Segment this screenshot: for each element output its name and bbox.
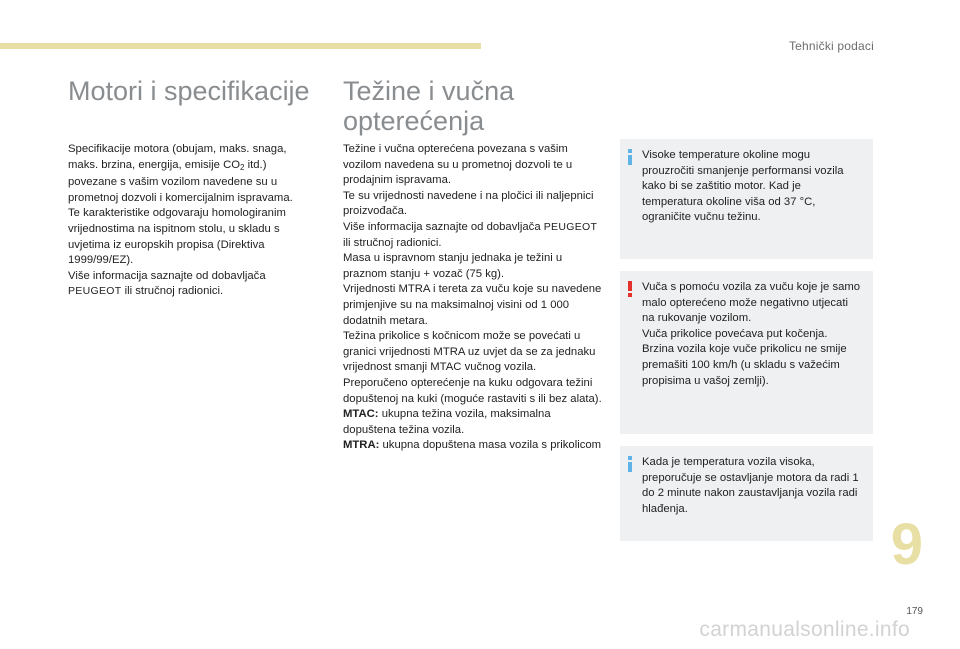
- weights-paragraph-2: Te su vrijednosti navedene i na pločici ili naljepnici proizvođača.: [343, 189, 594, 218]
- info-note-text: Kada je temperatura vozila visoka, preporučuje se ostavljanje motora da radi 1 do 2 minute nakon zaustavljanja vozila radi hlađenja.: [642, 456, 859, 515]
- mtra-definition: MTRA: ukupna dopuštena masa vozila s prikolicom: [343, 439, 602, 452]
- weights-title: Težine i vučna opterećenja: [343, 76, 515, 136]
- weights-paragraph-7: Preporučeno opterećenje na kuku odgovara težini dopuštenoj na kuki (moguće rastaviti s ili bez alata).: [343, 376, 602, 405]
- engines-paragraph-1: Specifikacije motora (obujam, maks. snaga, maks. brzina, energija, emisije $CO_2$ itd.) povezane s vašim vozilom navedene su u prometnoj dozvoli i komercijalnim ispravama.: [68, 143, 293, 204]
- section-label: Tehnički podaci: [788, 39, 874, 53]
- engines-paragraph-2: Te karakteristike odgovaraju homologiranim vrijednostima na ispitnom stolu, u skladu s uvjetima iz europskih propisa (Direktiva 1999/99/EZ).: [68, 207, 286, 267]
- info-note-text: Visoke temperature okoline mogu prouzročiti smanjenje performansi vozila kako bi se zaštitio motor. Kad je temperatura okoline viša od 37 °C, ograničite vučnu težinu.: [642, 149, 844, 224]
- weights-paragraph-3: Više informacija saznajte od dobavljača PEUGEOT ili stručnoj radionici.: [343, 220, 598, 249]
- watermark: carmanualsonline.info: [699, 618, 910, 641]
- info-note-cooling: [620, 446, 873, 541]
- warning-note-text-1: Vuča s pomoću vozila za vuču koje je samo malo opterećeno može negativno utjecati na rukovanje vozilom.: [642, 281, 861, 325]
- engines-text: [68, 142, 316, 300]
- weights-text: [343, 142, 605, 454]
- info-note-temperature: [620, 139, 873, 259]
- info-icon: [625, 456, 635, 472]
- mtac-definition: MTAC: ukupna težina vozila, maksimalna dopuštena težina vozila.: [343, 408, 551, 436]
- warning-note-text-2: Vuča prikolice povećava put kočenja.: [642, 327, 828, 340]
- weights-paragraph-4: Masa u ispravnom stanju jednaka je težini u praznom stanju + vozač (75 kg).: [343, 252, 563, 280]
- weights-paragraph-1: Težine i vučna opterećena povezana s vašim vozilom navedena su u prometnoj dozvoli te u prodajnim ispravama.: [343, 143, 573, 187]
- engines-paragraph-3: Više informacija saznajte od dobavljača PEUGEOT ili stručnoj radionici.: [68, 269, 266, 298]
- header-accent-bar: [0, 43, 481, 49]
- warning-note-towing: [620, 271, 873, 434]
- weights-paragraph-5: Vrijednosti MTRA i tereta za vuču koje su navedene primjenjive su na maksimalnoj visini od 1 000 dodatnih metara.: [343, 283, 602, 327]
- warning-icon: [625, 281, 635, 297]
- engines-title: Motori i specifikacije: [68, 76, 310, 106]
- warning-note-text-3: Brzina vozila koje vuče prikolicu ne smije premašiti 100 km/h (u skladu s važećim propisima u vašoj zemlji).: [642, 343, 847, 387]
- weights-paragraph-6: Težina prikolice s kočnicom može se povećati u granici vrijednosti MTRA uz uvjet da se za jednaku vrijednost smanji MTAC vučnog vozila.: [343, 330, 596, 374]
- page-number: 179: [906, 606, 923, 617]
- chapter-number: 9: [890, 512, 923, 577]
- info-icon: [625, 149, 635, 165]
